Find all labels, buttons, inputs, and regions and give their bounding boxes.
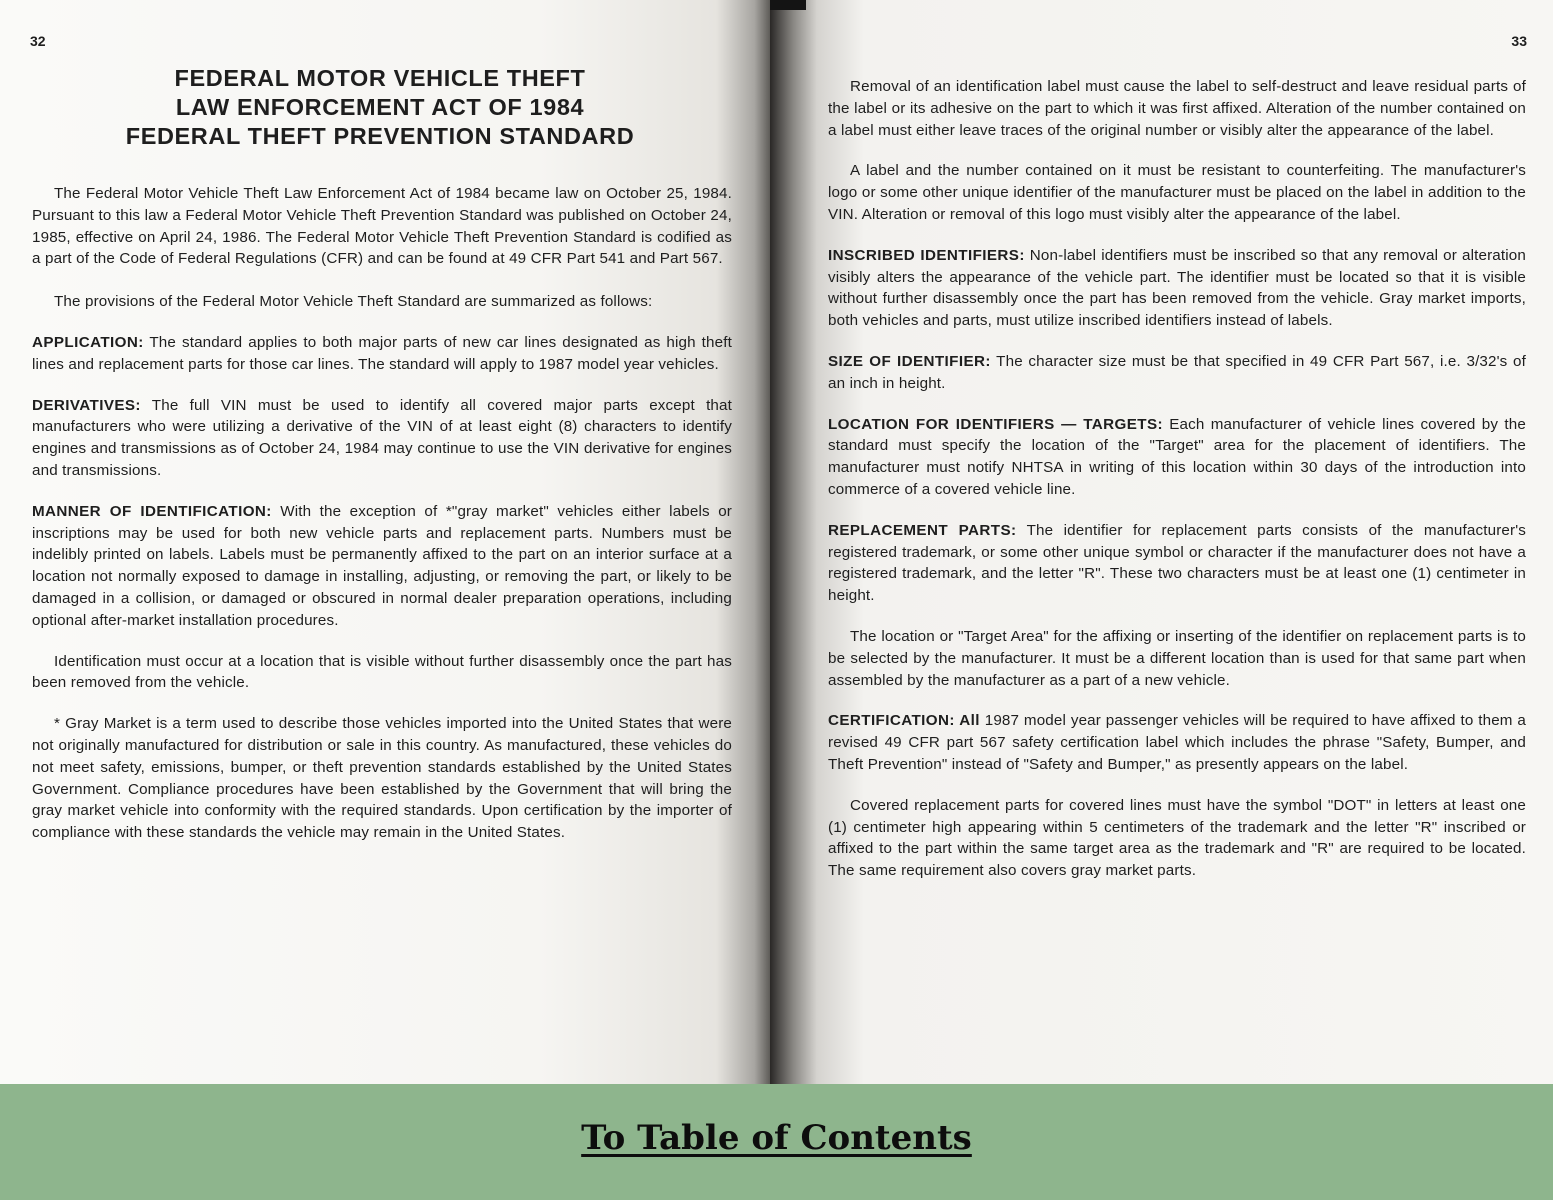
identification-paragraph: Identification must occur at a location that is visible without further disassembly once the part has been removed from the vehicle.: [32, 652, 732, 692]
section-label: MANNER OF IDENTIFICATION:: [32, 502, 272, 520]
covered-parts-paragraph: Covered replacement parts for covered lines must have the symbol "DOT" in letters at least one (1) centimeter high appearing within 5 centimeters of the trademark and the letter "R" inscribed or affixed to the part within the same target area as the trademark and "R" are required to be located. The same requirement also covers gray market parts.: [828, 796, 1526, 880]
table-of-contents-link[interactable]: To Table of Contents: [581, 1118, 972, 1158]
section-label: REPLACEMENT PARTS:: [828, 521, 1017, 539]
title-line: FEDERAL MOTOR VEHICLE THEFT: [174, 65, 586, 91]
section-label: INSCRIBED IDENTIFIERS:: [828, 246, 1025, 264]
location-paragraph: [828, 414, 1526, 501]
section-text: 1987 model year passenger vehicles will be required to have affixed to them a revised 49 CFR part 567 safety certification label which includes the phrase "Safety, Bumper, and Theft Prevention" instead of "Safety and Bumper," as presently appears on the label.: [828, 712, 1526, 773]
intro-paragraph: The Federal Motor Vehicle Theft Law Enforcement Act of 1984 became law on October 25, 1984. Pursuant to this law a Federal Motor Vehicle Theft Prevention Standard was published on October 24, 1985, effective on April 24, 1986. The Federal Motor Vehicle Theft Prevention Standard is codified as a part of the Code of Federal Regulations (CFR) and can be found at 49 CFR Part 541 and Part 567.: [32, 185, 732, 268]
page-number: 33: [1511, 33, 1527, 49]
section-label: LOCATION FOR IDENTIFIERS — TARGETS:: [828, 415, 1163, 433]
section-label: DERIVATIVES:: [32, 396, 141, 414]
section-label: SIZE OF IDENTIFIER:: [828, 352, 991, 370]
right-text-column: [828, 76, 1526, 882]
document-title: [70, 64, 690, 151]
section-label: APPLICATION:: [32, 333, 144, 351]
section-label: CERTIFICATION: All: [828, 712, 980, 730]
section-text: Non-label identifiers must be inscribed so that any removal or alteration visibly alters the appearance of the vehicle part. The identifier must be located so that it is visible without further disassembly once the part has been removed from the vehicle. Gray market imports, both vehicles and parts, must utilize inscribed identifiers instead of labels.: [828, 246, 1526, 330]
section-text: Each manufacturer of vehicle lines covered by the standard must specify the location of the "Target" area for the placement of identifiers. The manufacturer must notify NHTSA in writing of this location within 30 days of the introduction into commerce of a covered vehicle line.: [828, 415, 1526, 498]
derivatives-paragraph: [32, 395, 732, 482]
footer-bar: [0, 1084, 1553, 1200]
left-page: [0, 0, 770, 1084]
footnote: * Gray Market is a term used to describe those vehicles imported into the United States that were not originally manufactured for distribution or sale in this country. As manufactured, these vehicles do not meet safety, emissions, bumper, or theft prevention standards established by the United States Government. Compliance procedures have been established by the Government that will bring the gray market vehicle into conformity with the required standards. Upon certification by the importer of compliance with these standards the vehicle may remain in the United States.: [32, 715, 732, 842]
application-paragraph: [32, 332, 732, 376]
section-text: The full VIN must be used to identify all covered major parts except that manufacturers who were utilizing a derivative of the VIN of at least eight (8) characters to identify engines and transmissions as of October 24, 1984 may continue to use the VIN derivative for engines and transmissions.: [32, 396, 732, 479]
section-text: The standard applies to both major parts of new car lines designated as high theft lines and replacement parts for those car lines. The standard will apply to 1987 model year vehicles.: [32, 333, 732, 373]
removal-paragraph: Removal of an identification label must cause the label to self-destruct and leave residual parts of the label or its adhesive on the part to which it was first affixed. Alteration of the number contained on a label must either leave traces of the original number or visibly alter the appearance of the label.: [828, 78, 1526, 139]
spine-shadow: [770, 0, 806, 10]
inscribed-paragraph: [828, 245, 1526, 332]
certification-paragraph: [828, 710, 1526, 775]
provisions-paragraph: The provisions of the Federal Motor Vehicle Theft Standard are summarized as follows:: [54, 293, 653, 311]
section-text: The character size must be that specified in 49 CFR Part 567, i.e. 3/32's of an inch in height.: [828, 352, 1527, 392]
section-text: With the exception of *"gray market" vehicles either labels or inscriptions may be used for both new vehicle parts and replacement parts. Numbers must be indelibly printed on labels. Labels must be permanently affixed to the part on an interior surface at a location not normally exposed to damage in installing, adjusting, or removing the part, or likely to be damaged in a collision, or damaged or obscured in normal dealer preparation operations, including optional after-market installation procedures.: [32, 502, 733, 629]
size-paragraph: [828, 351, 1526, 395]
label-paragraph: A label and the number contained on it must be resistant to counterfeiting. The manufacturer's logo or some other unique identifier of the manufacturer must be placed on the label in addition to the VIN. Alteration or removal of this logo must visibly alter the appearance of the label.: [828, 162, 1526, 223]
target-area-paragraph: The location or "Target Area" for the affixing or inserting of the identifier on replacement parts is to be selected by the manufacturer. It must be a different location than is used for that same part when assembled by the manufacturer as a part of a new vehicle.: [828, 627, 1526, 689]
section-text: The identifier for replacement parts consists of the manufacturer's registered trademark, or some other unique symbol or character if the manufacturer does not have a registered trademark, and the letter "R". These two characters must be at least one (1) centimeter in height.: [828, 521, 1527, 605]
left-text-column: [32, 183, 732, 844]
replacement-paragraph: [828, 520, 1526, 607]
title-line: FEDERAL THEFT PREVENTION STANDARD: [125, 123, 635, 149]
manner-paragraph: [32, 501, 732, 632]
title-line: LAW ENFORCEMENT ACT OF 1984: [175, 94, 585, 120]
page-number: 32: [30, 33, 46, 49]
